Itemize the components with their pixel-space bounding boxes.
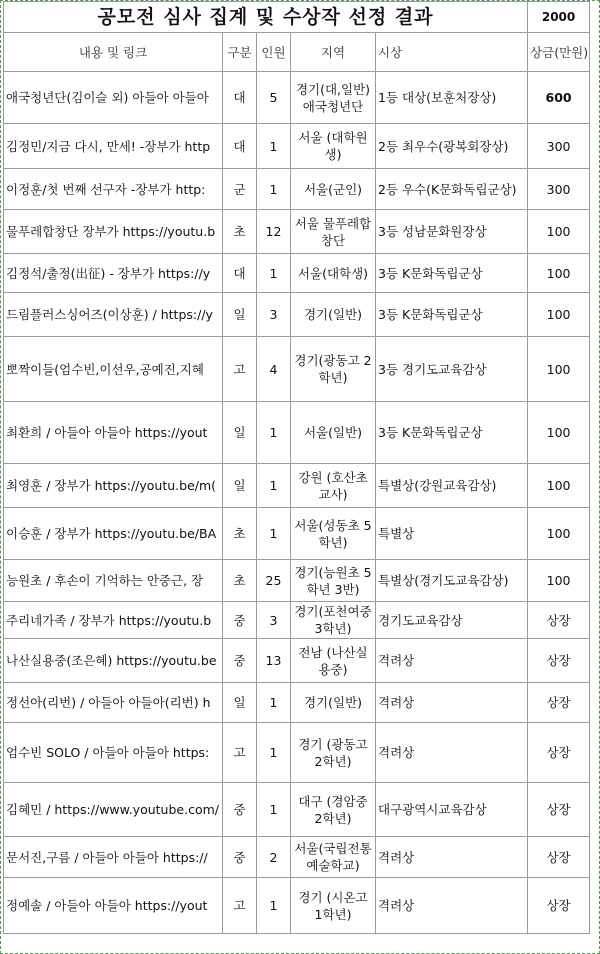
cell-count[interactable]: 12 bbox=[257, 210, 291, 254]
cell-prize[interactable]: 상장 bbox=[528, 837, 590, 878]
cell-region[interactable]: 경기(대,일반) 애국청년단 bbox=[291, 72, 376, 124]
cell-count[interactable]: 1 bbox=[257, 508, 291, 560]
cell-award[interactable]: 격려상 bbox=[376, 723, 528, 783]
cell-region[interactable]: 대구 (경암중 2학년) bbox=[291, 783, 376, 837]
cell-content[interactable]: 김정석/출정(出征) - 장부가 https://y bbox=[4, 254, 223, 293]
cell-count[interactable]: 2 bbox=[257, 837, 291, 878]
cell-award[interactable]: 격려상 bbox=[376, 837, 528, 878]
table-row[interactable] bbox=[4, 402, 590, 464]
cell-award[interactable]: 격려상 bbox=[376, 683, 528, 723]
cell-content[interactable]: 최영훈 / 장부가 https://youtu.be/m( bbox=[4, 464, 223, 508]
table-row[interactable] bbox=[4, 124, 590, 169]
cell-award[interactable]: 특별상 bbox=[376, 508, 528, 560]
cell-prize[interactable]: 100 bbox=[528, 560, 590, 602]
cell-type[interactable]: 초 bbox=[223, 508, 257, 560]
cell-count[interactable]: 25 bbox=[257, 560, 291, 602]
cell-content[interactable]: 애국청년단(김이슬 외) 아들아 아들아 bbox=[4, 72, 223, 124]
cell-region[interactable]: 전남 (나산실용중) bbox=[291, 639, 376, 683]
cell-type[interactable]: 대 bbox=[223, 254, 257, 293]
cell-prize[interactable]: 100 bbox=[528, 508, 590, 560]
header-row bbox=[4, 33, 590, 72]
cell-award[interactable]: 3등 K문화독립군상 bbox=[376, 254, 528, 293]
table-row[interactable] bbox=[4, 878, 590, 934]
cell-content[interactable]: 주리네가족 / 장부가 https://youtu.b bbox=[4, 602, 223, 639]
cell-type[interactable]: 일 bbox=[223, 293, 257, 337]
cell-award[interactable]: 2등 우수(K문화독립군상) bbox=[376, 169, 528, 210]
cell-prize[interactable]: 300 bbox=[528, 124, 590, 169]
cell-award[interactable]: 3등 경기도교육감상 bbox=[376, 337, 528, 402]
cell-award[interactable]: 3등 K문화독립군상 bbox=[376, 402, 528, 464]
table-row[interactable] bbox=[4, 602, 590, 639]
cell-content[interactable]: 드림플러스싱어즈(이상훈) / https://y bbox=[4, 293, 223, 337]
header-count: 인원 bbox=[257, 33, 291, 72]
cell-type[interactable]: 고 bbox=[223, 337, 257, 402]
header-award: 시상 bbox=[376, 33, 528, 72]
cell-count[interactable]: 13 bbox=[257, 639, 291, 683]
table-row[interactable] bbox=[4, 293, 590, 337]
cell-prize[interactable]: 100 bbox=[528, 337, 590, 402]
cell-type[interactable]: 중 bbox=[223, 639, 257, 683]
cell-region[interactable]: 서울(국립전통예술학교) bbox=[291, 837, 376, 878]
cell-type[interactable]: 일 bbox=[223, 402, 257, 464]
table-row[interactable] bbox=[4, 254, 590, 293]
cell-count[interactable]: 3 bbox=[257, 602, 291, 639]
cell-award[interactable]: 격려상 bbox=[376, 639, 528, 683]
cell-type[interactable]: 고 bbox=[223, 723, 257, 783]
cell-prize[interactable]: 100 bbox=[528, 402, 590, 464]
cell-region[interactable]: 서울 물푸레합창단 bbox=[291, 210, 376, 254]
cell-content[interactable]: 정예솔 / 아들아 아들아 https://yout bbox=[4, 878, 223, 934]
table-row[interactable] bbox=[4, 464, 590, 508]
cell-award[interactable]: 1등 대상(보훈처장상) bbox=[376, 72, 528, 124]
cell-prize[interactable]: 100 bbox=[528, 293, 590, 337]
header-region: 지역 bbox=[291, 33, 376, 72]
cell-region[interactable]: 경기(일반) bbox=[291, 293, 376, 337]
table-row[interactable] bbox=[4, 210, 590, 254]
cell-type[interactable]: 중 bbox=[223, 837, 257, 878]
cell-region[interactable]: 경기 (광동고 2학년) bbox=[291, 723, 376, 783]
cell-type[interactable]: 일 bbox=[223, 464, 257, 508]
cell-prize[interactable]: 상장 bbox=[528, 602, 590, 639]
title-row bbox=[4, 2, 590, 33]
cell-prize[interactable]: 100 bbox=[528, 254, 590, 293]
cell-prize[interactable]: 100 bbox=[528, 464, 590, 508]
cell-content[interactable]: 정선아(리번) / 아들아 아들아(리번) h bbox=[4, 683, 223, 723]
cell-count[interactable]: 1 bbox=[257, 783, 291, 837]
table-row[interactable] bbox=[4, 837, 590, 878]
cell-region[interactable]: 서울(군인) bbox=[291, 169, 376, 210]
cell-content[interactable]: 뽀짝이들(엄수빈,이선우,공예진,지혜 bbox=[4, 337, 223, 402]
cell-prize[interactable]: 상장 bbox=[528, 639, 590, 683]
cell-region[interactable]: 서울 (대학원생) bbox=[291, 124, 376, 169]
cell-type[interactable]: 중 bbox=[223, 602, 257, 639]
cell-count[interactable]: 1 bbox=[257, 124, 291, 169]
header-prize: 상금(만원) bbox=[528, 33, 590, 72]
cell-prize[interactable]: 100 bbox=[528, 210, 590, 254]
table-row[interactable] bbox=[4, 169, 590, 210]
cell-type[interactable]: 군 bbox=[223, 169, 257, 210]
cell-prize[interactable]: 상장 bbox=[528, 878, 590, 934]
cell-region[interactable]: 경기(광동고 2학년) bbox=[291, 337, 376, 402]
cell-type[interactable]: 고 bbox=[223, 878, 257, 934]
header-content: 내용 및 링크 bbox=[4, 33, 223, 72]
table-row[interactable] bbox=[4, 72, 590, 124]
cell-award[interactable]: 대구광역시교육감상 bbox=[376, 783, 528, 837]
cell-content[interactable]: 이정훈/첫 번째 선구자 -장부가 http: bbox=[4, 169, 223, 210]
cell-content[interactable]: 나산실용중(조은혜) https://youtu.be bbox=[4, 639, 223, 683]
cell-region[interactable]: 경기 (시온고 1학년) bbox=[291, 878, 376, 934]
table-row[interactable] bbox=[4, 560, 590, 602]
cell-type[interactable]: 대 bbox=[223, 124, 257, 169]
cell-count[interactable]: 1 bbox=[257, 723, 291, 783]
results-table bbox=[3, 1, 590, 934]
cell-content[interactable]: 능원초 / 후손이 기억하는 안중근, 장 bbox=[4, 560, 223, 602]
cell-count[interactable]: 4 bbox=[257, 337, 291, 402]
cell-content[interactable]: 문서진,구름 / 아들아 아들아 https:// bbox=[4, 837, 223, 878]
cell-prize[interactable]: 상장 bbox=[528, 783, 590, 837]
table-row[interactable] bbox=[4, 337, 590, 402]
table-row[interactable] bbox=[4, 683, 590, 723]
cell-count[interactable]: 1 bbox=[257, 254, 291, 293]
cell-prize[interactable]: 상장 bbox=[528, 683, 590, 723]
cell-prize[interactable]: 상장 bbox=[528, 723, 590, 783]
cell-type[interactable]: 초 bbox=[223, 210, 257, 254]
table-row[interactable] bbox=[4, 723, 590, 783]
table-row[interactable] bbox=[4, 783, 590, 837]
cell-award[interactable]: 특별상(강원교육감상) bbox=[376, 464, 528, 508]
cell-content[interactable]: 김정민/지금 다시, 만세! -장부가 http bbox=[4, 124, 223, 169]
cell-content[interactable]: 물푸레합창단 장부가 https://youtu.b bbox=[4, 210, 223, 254]
cell-award[interactable]: 경기도교육감상 bbox=[376, 602, 528, 639]
cell-count[interactable]: 1 bbox=[257, 464, 291, 508]
cell-type[interactable]: 일 bbox=[223, 683, 257, 723]
cell-prize[interactable]: 300 bbox=[528, 169, 590, 210]
cell-count[interactable]: 1 bbox=[257, 402, 291, 464]
cell-award[interactable]: 특별상(경기도교육감상) bbox=[376, 560, 528, 602]
cell-content[interactable]: 김혜민 / https://www.youtube.com/ bbox=[4, 783, 223, 837]
cell-type[interactable]: 중 bbox=[223, 783, 257, 837]
cell-region[interactable]: 경기(일반) bbox=[291, 683, 376, 723]
cell-region[interactable]: 서울(성동초 5학년) bbox=[291, 508, 376, 560]
cell-prize[interactable]: 600 bbox=[528, 72, 590, 124]
cell-region[interactable]: 서울(대학생) bbox=[291, 254, 376, 293]
cell-content[interactable]: 엄수빈 SOLO / 아들아 아들아 https: bbox=[4, 723, 223, 783]
header-type: 구분 bbox=[223, 33, 257, 72]
cell-award[interactable]: 2등 최우수(광복회장상) bbox=[376, 124, 528, 169]
cell-region[interactable]: 서울(일반) bbox=[291, 402, 376, 464]
cell-content[interactable]: 최환희 / 아들아 아들아 https://yout bbox=[4, 402, 223, 464]
cell-count[interactable]: 3 bbox=[257, 293, 291, 337]
cell-region[interactable]: 경기(능원초 5학년 3반) bbox=[291, 560, 376, 602]
cell-count[interactable]: 1 bbox=[257, 169, 291, 210]
cell-content[interactable]: 이승훈 / 장부가 https://youtu.be/BA bbox=[4, 508, 223, 560]
cell-count[interactable]: 1 bbox=[257, 878, 291, 934]
cell-count[interactable]: 5 bbox=[257, 72, 291, 124]
cell-region[interactable]: 강원 (호산초 교사) bbox=[291, 464, 376, 508]
total-prize: 2000 bbox=[528, 2, 590, 33]
cell-count[interactable]: 1 bbox=[257, 683, 291, 723]
cell-award[interactable]: 격려상 bbox=[376, 878, 528, 934]
cell-award[interactable]: 3등 K문화독립군상 bbox=[376, 293, 528, 337]
cell-type[interactable]: 초 bbox=[223, 560, 257, 602]
table-row[interactable] bbox=[4, 639, 590, 683]
cell-award[interactable]: 3등 성남문화원장상 bbox=[376, 210, 528, 254]
cell-type[interactable]: 대 bbox=[223, 72, 257, 124]
page-title: 공모전 심사 집계 및 수상작 선정 결과 bbox=[4, 2, 528, 33]
table-row[interactable] bbox=[4, 508, 590, 560]
cell-region[interactable]: 경기(포천여중 3학년) bbox=[291, 602, 376, 639]
